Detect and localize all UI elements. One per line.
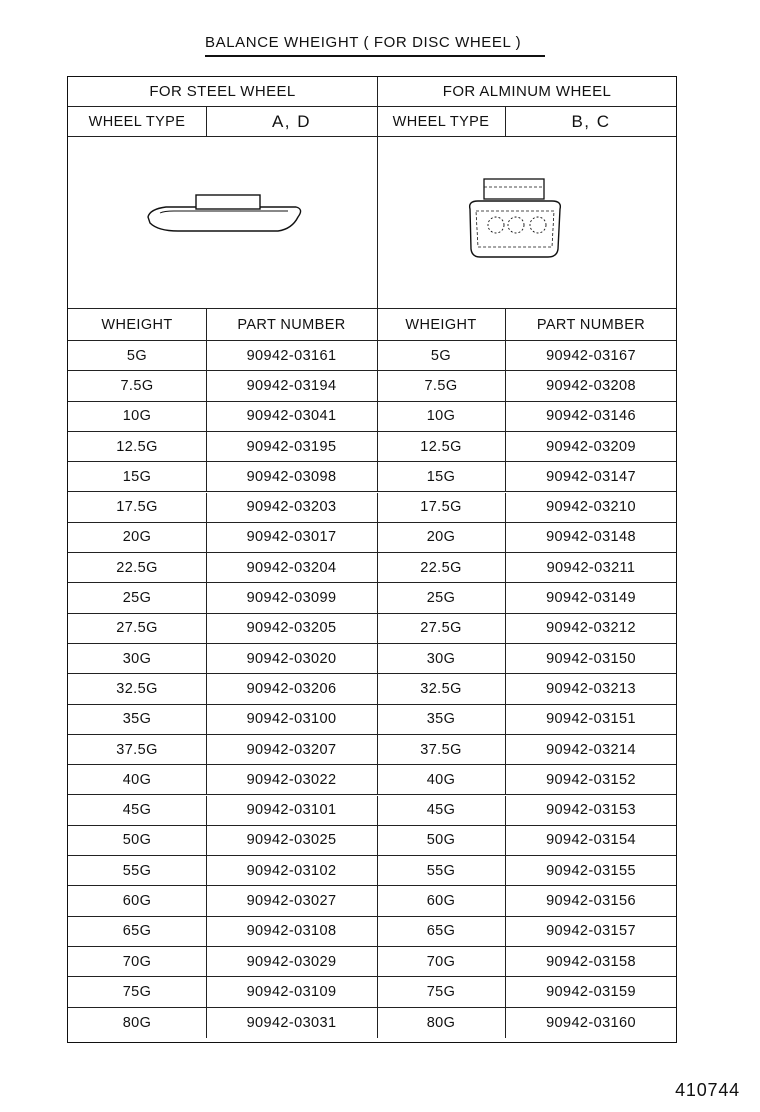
aluminum-weight-cell: 15G <box>426 468 456 485</box>
steel-part-number-cell: 90942-03207 <box>246 741 337 758</box>
aluminum-weight-cell: 37.5G <box>420 741 462 758</box>
steel-weight-cell: 40G <box>122 771 152 788</box>
page-number: 410744 <box>675 1080 740 1100</box>
steel-weight-cell: 15G <box>122 468 152 485</box>
table-row <box>68 462 676 492</box>
aluminum-part-number-cell: 90942-03211 <box>546 559 636 576</box>
steel-weight-cell: 55G <box>122 862 152 879</box>
aluminum-weight-cell: 20G <box>426 529 456 546</box>
steel-part-number-cell: 90942-03205 <box>246 620 337 637</box>
aluminum-weight-cell: 12.5G <box>420 438 462 455</box>
balance-weight-table <box>67 76 677 1043</box>
table-row <box>68 644 676 674</box>
table-row <box>68 583 676 613</box>
steel-weight-cell: 37.5G <box>116 741 158 758</box>
steel-weight-cell: 17.5G <box>116 499 158 516</box>
steel-part-number-cell: 90942-03109 <box>246 983 337 1000</box>
aluminum-weight-illustration <box>458 175 568 265</box>
aluminum-part-number-cell: 90942-03167 <box>546 347 636 364</box>
section-header-row <box>68 77 676 107</box>
aluminum-part-number-cell: 90942-03152 <box>546 771 636 788</box>
aluminum-part-number-cell: 90942-03150 <box>546 650 636 667</box>
table-row <box>68 371 676 401</box>
aluminum-weight-cell: 32.5G <box>420 680 462 697</box>
aluminum-part-number-cell: 90942-03154 <box>546 832 636 849</box>
steel-weight-cell: 22.5G <box>116 559 158 576</box>
steel-part-number-cell: 90942-03099 <box>246 590 337 607</box>
aluminum-weight-cell: 60G <box>426 893 456 910</box>
steel-part-number-cell: 90942-03027 <box>246 893 337 910</box>
steel-weight-cell: 70G <box>122 953 152 970</box>
table-row <box>68 917 676 947</box>
table-row <box>68 614 676 644</box>
steel-part-number-cell: 90942-03025 <box>246 832 337 849</box>
aluminum-weight-cell: 45G <box>426 802 456 819</box>
table-row <box>68 886 676 916</box>
aluminum-part-number-cell: 90942-03153 <box>546 802 636 819</box>
aluminum-weight-cell: 55G <box>426 862 456 879</box>
steel-section-header: FOR STEEL WHEEL <box>149 83 296 100</box>
steel-part-number-cell: 90942-03022 <box>246 771 337 788</box>
steel-weight-cell: 10G <box>122 408 152 425</box>
steel-weight-cell: 32.5G <box>116 680 158 697</box>
aluminum-part-number-cell: 90942-03210 <box>546 499 636 516</box>
steel-weight-cell: 7.5G <box>120 377 154 394</box>
steel-part-number-cell: 90942-03017 <box>246 529 337 546</box>
aluminum-part-number-cell: 90942-03208 <box>546 377 636 394</box>
table-row <box>68 432 676 462</box>
aluminum-part-number-cell: 90942-03155 <box>546 862 636 879</box>
aluminum-wheel-type-value: B, C <box>571 111 611 131</box>
table-row <box>68 947 676 977</box>
steel-part-number-cell: 90942-03203 <box>246 499 337 516</box>
aluminum-part-number-cell: 90942-03148 <box>546 529 636 546</box>
aluminum-part-number-cell: 90942-03156 <box>546 893 636 910</box>
steel-part-number-cell: 90942-03098 <box>246 468 337 485</box>
steel-part-number-cell: 90942-03194 <box>246 377 337 394</box>
table-row <box>68 523 676 553</box>
steel-weight-cell: 35G <box>122 711 152 728</box>
table-row <box>68 705 676 735</box>
aluminum-part-number-cell: 90942-03146 <box>546 408 636 425</box>
steel-weight-cell: 80G <box>122 1014 152 1031</box>
steel-weight-cell: 75G <box>122 983 152 1000</box>
aluminum-weight-cell: 27.5G <box>420 620 462 637</box>
steel-weight-cell: 50G <box>122 832 152 849</box>
aluminum-weight-cell: 10G <box>426 408 456 425</box>
aluminum-part-number-cell: 90942-03209 <box>546 438 636 455</box>
steel-part-number-cell: 90942-03204 <box>246 559 337 576</box>
aluminum-part-number-cell: 90942-03151 <box>546 711 636 728</box>
steel-part-number-cell: 90942-03206 <box>246 680 337 697</box>
aluminum-part-number-cell: 90942-03147 <box>546 468 636 485</box>
aluminum-weight-cell: 75G <box>426 983 456 1000</box>
aluminum-wheel-type-label: WHEEL TYPE <box>392 113 490 130</box>
steel-weight-cell: 45G <box>122 802 152 819</box>
steel-wheel-type-value: A, D <box>271 111 312 131</box>
steel-part-number-cell: 90942-03102 <box>246 862 337 879</box>
aluminum-part-number-cell: 90942-03213 <box>546 680 636 697</box>
aluminum-part-number-cell: 90942-03158 <box>546 953 636 970</box>
steel-weight-cell: 12.5G <box>116 438 158 455</box>
aluminum-weight-cell: 65G <box>426 923 456 940</box>
table-row <box>68 977 676 1007</box>
steel-part-number-cell: 90942-03041 <box>246 408 337 425</box>
steel-part-number-cell: 90942-03108 <box>246 923 337 940</box>
steel-part-number-cell: 90942-03029 <box>246 953 337 970</box>
table-row <box>68 796 676 826</box>
steel-weight-cell: 25G <box>122 590 152 607</box>
aluminum-part-number-cell: 90942-03149 <box>546 590 636 607</box>
table-row <box>68 553 676 583</box>
aluminum-weight-column-header: WHEIGHT <box>405 316 477 333</box>
aluminum-part-number-column-header: PART NUMBER <box>536 316 646 333</box>
aluminum-weight-cell: 22.5G <box>420 559 462 576</box>
steel-part-number-cell: 90942-03020 <box>246 650 337 667</box>
steel-wheel-type-label: WHEEL TYPE <box>88 113 186 130</box>
steel-weight-cell: 30G <box>122 650 152 667</box>
steel-part-number-cell: 90942-03100 <box>246 711 337 728</box>
aluminum-weight-cell: 25G <box>426 590 456 607</box>
table-row <box>68 402 676 432</box>
steel-weight-cell: 5G <box>126 347 148 364</box>
steel-weight-illustration <box>138 187 308 247</box>
aluminum-part-number-cell: 90942-03159 <box>546 983 636 1000</box>
aluminum-part-number-cell: 90942-03160 <box>546 1014 636 1031</box>
steel-part-number-cell: 90942-03101 <box>246 802 337 819</box>
steel-weight-column-header: WHEIGHT <box>101 316 173 333</box>
aluminum-section-header: FOR ALMINUM WHEEL <box>442 83 612 100</box>
steel-part-number-cell: 90942-03161 <box>246 347 337 364</box>
aluminum-part-number-cell: 90942-03212 <box>546 620 636 637</box>
table-row <box>68 493 676 523</box>
table-row <box>68 1008 676 1038</box>
column-header-row <box>68 309 676 341</box>
aluminum-part-number-cell: 90942-03157 <box>546 923 636 940</box>
aluminum-weight-cell: 5G <box>430 347 452 364</box>
wheel-type-row <box>68 107 676 137</box>
steel-weight-cell: 27.5G <box>116 620 158 637</box>
aluminum-weight-cell: 40G <box>426 771 456 788</box>
steel-part-number-cell: 90942-03195 <box>246 438 337 455</box>
aluminum-weight-cell: 80G <box>426 1014 456 1031</box>
aluminum-weight-cell: 30G <box>426 650 456 667</box>
table-row <box>68 735 676 765</box>
aluminum-weight-cell: 50G <box>426 832 456 849</box>
aluminum-weight-cell: 17.5G <box>420 499 462 516</box>
aluminum-part-number-cell: 90942-03214 <box>546 741 636 758</box>
steel-weight-cell: 65G <box>122 923 152 940</box>
table-row <box>68 826 676 856</box>
steel-weight-cell: 20G <box>122 529 152 546</box>
figure-row <box>68 137 676 309</box>
table-row <box>68 765 676 795</box>
steel-part-number-cell: 90942-03031 <box>246 1014 337 1031</box>
aluminum-weight-cell: 70G <box>426 953 456 970</box>
table-row <box>68 341 676 371</box>
document-title: BALANCE WHEIGHT ( FOR DISC WHEEL ) <box>205 33 545 57</box>
aluminum-weight-cell: 7.5G <box>424 377 458 394</box>
steel-weight-cell: 60G <box>122 893 152 910</box>
table-row <box>68 674 676 704</box>
table-row <box>68 856 676 886</box>
aluminum-weight-cell: 35G <box>426 711 456 728</box>
steel-part-number-column-header: PART NUMBER <box>237 316 346 333</box>
